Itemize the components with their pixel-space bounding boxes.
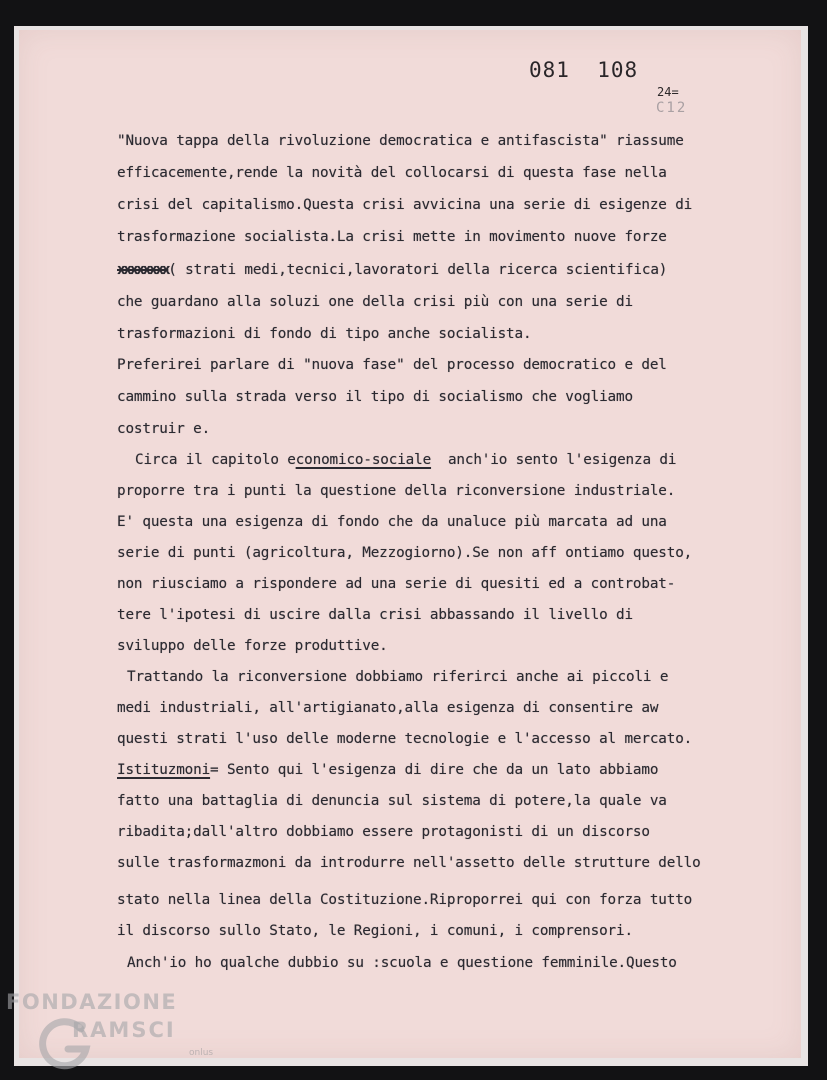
underlined-heading: conomico-sociale <box>295 452 432 468</box>
text-line: che guardano alla soluzi one della crisi più con una serie di <box>117 294 633 310</box>
text-line: serie di punti (agricoltura, Mezzogiorno).Se non aff ontiamo questo, <box>117 545 693 561</box>
text-line: Preferirei parlare di "nuova fase" del processo democratico e del <box>117 357 667 373</box>
text-line: stato nella linea della Costituzione.Riproporrei qui con forza tutto <box>117 892 693 908</box>
text-line: ribadita;dall'altro dobbiamo essere protagonisti di un discorso <box>117 824 650 840</box>
watermark-line2: RAMSCI <box>72 1018 176 1042</box>
text-line: Istituzmoni= Sento qui l'esigenza di dire che da un lato abbiamo <box>117 762 659 778</box>
archive-number: 081 108 <box>529 58 639 82</box>
text-line: sulle trasformazmoni da introdurre nell'assetto delle strutture dello <box>117 855 701 871</box>
text-line: questi strati l'uso delle moderne tecnologie e l'accesso al mercato. <box>117 731 693 747</box>
faded-page-mark: C12 <box>656 100 688 116</box>
text-line: Trattando la riconversione dobbiamo riferirci anche ai piccoli e <box>127 669 669 685</box>
text-line: tere l'ipotesi di uscire dalla crisi abbassando il livello di <box>117 607 633 623</box>
text-line: sviluppo delle forze produttive. <box>117 638 388 654</box>
text-line: proporre tra i punti la questione della riconversione industriale. <box>117 483 676 499</box>
text-line: il discorso sullo Stato, le Regioni, i comuni, i comprensori. <box>117 923 633 939</box>
text-line: efficacemente,rende la novità del collocarsi di questa fase nella <box>117 165 667 181</box>
text-line: Anch'io ho qualche dubbio su :scuola e questione femminile.Questo <box>127 955 677 971</box>
watermark-suffix: onlus <box>189 1048 214 1058</box>
text-line: xxxxxxxx( strati medi,tecnici,lavoratori della ricerca scientifica) <box>117 262 668 278</box>
text-line: cammino sulla strada verso il tipo di socialismo che vogliamo <box>117 389 633 405</box>
fondazione-gramsci-watermark <box>6 990 216 1070</box>
text-line: "Nuova tappa della rivoluzione democratica e antifascista" riassume <box>117 133 684 149</box>
text-line: medi industriali, all'artigianato,alla esigenza di consentire aw <box>117 700 659 716</box>
text-line: costruir e. <box>117 421 211 437</box>
watermark-line1: FONDAZIONE <box>6 990 178 1014</box>
text-line: E' questa una esigenza di fondo che da unaluce più marcata ad una <box>117 514 667 530</box>
text-line: non riusciamo a rispondere ad una serie di quesiti ed a controbat- <box>117 576 676 592</box>
underlined-heading: Istituzmoni <box>117 762 211 778</box>
text-line: crisi del capitalismo.Questa crisi avvicina una serie di esigenze di <box>117 197 693 213</box>
page-number: 24= <box>657 85 679 99</box>
text-line: Circa il capitolo economico-sociale anch'io sento l'esigenza di <box>135 452 677 468</box>
text-line: trasformazioni di fondo di tipo anche socialista. <box>117 326 532 342</box>
text-line: trasformazione socialista.La crisi mette in movimento nuove forze <box>117 229 667 245</box>
struck-out-word: xxxxxxxx <box>117 262 169 278</box>
text-line: fatto una battaglia di denuncia sul sistema di potere,la quale va <box>117 793 667 809</box>
